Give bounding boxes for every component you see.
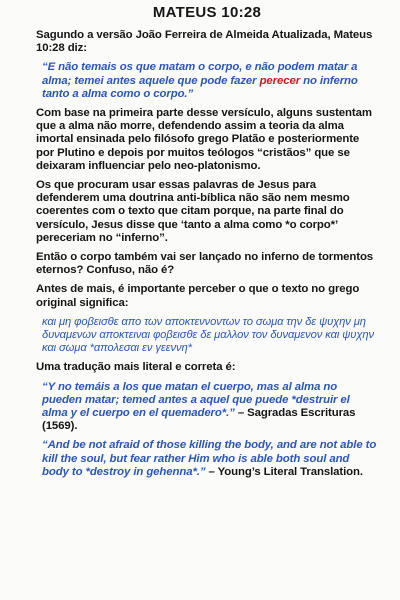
paragraph-literal-intro: Uma tradução mais literal e correta é:: [36, 361, 236, 374]
quote-spanish-source: – Sagradas Escrituras (1569).: [42, 407, 356, 433]
quote-highlight-word: perecer: [259, 74, 301, 87]
paragraph-greek-intro: Antes de mais, é importante perceber o que o texto no grego original significa:: [36, 283, 360, 309]
quote-spanish: [36, 381, 378, 434]
paragraph-platonism: Com base na primeira parte desse versículo, alguns sustentam que a alma não morre, defendendo assim a teoria da alma imortal ensinada pelo filósofo grego Platão e posteriormente por Plutino e depois por muitos teólogos “cristãos” que se deixaram influenciar pelo neo-platonismo.: [36, 107, 372, 172]
paragraph-coherence: Os que procuram usar essas palavras de Jesus para defenderem uma doutrina anti-bíblica não são nem mesmo coerentes com o texto que citam porque, na parte final do versículo, Jesus disse que ‘tanto a alma como *o corpo*’ pereceriam no “inferno”.: [36, 179, 350, 244]
page-title: MATEUS 10:28: [152, 4, 262, 21]
quote-english-text: “And be not afraid of those killing the body, and are not able to kill the soul, but fear rather Him who is able both soul and body to *destroy in gehenna*.”: [42, 439, 377, 478]
quote-portuguese: [36, 61, 378, 101]
quote-spanish-text: “Y no temáis a los que matan el cuerpo, mas al alma no pueden matar; temed antes a aquel que puede *destruir el alma y el cuerpo en el quemadero*.”: [42, 380, 350, 420]
paragraph-confusion: Então o corpo também vai ser lançado no inferno de tormentos eternos? Confuso, não é?: [36, 251, 374, 277]
quote-portuguese-part2: no inferno tanto a alma como o corpo.”: [42, 74, 358, 100]
quote-portuguese-part1: “E não temais os que matam o corpo, e não podem matar a alma; temei antes aquele que pode fazer: [42, 61, 358, 87]
quote-english: [36, 439, 378, 479]
quote-english-source: – Young’s Literal Translation.: [205, 465, 363, 478]
greek-text: και μη φοβεισθε απο των αποκτεννοντων το σωμα την δε ψυχην μη δυναμενων αποκτειναι φοβεισθε δε μαλλον τον δυναμενον και ψυχην και σωμα *απολεσαι εν γεεννη*: [42, 315, 374, 355]
intro-paragraph: Sagundo a versão João Ferreira de Almeida Atualizada, Mateus 10:28 diz:: [36, 29, 373, 55]
